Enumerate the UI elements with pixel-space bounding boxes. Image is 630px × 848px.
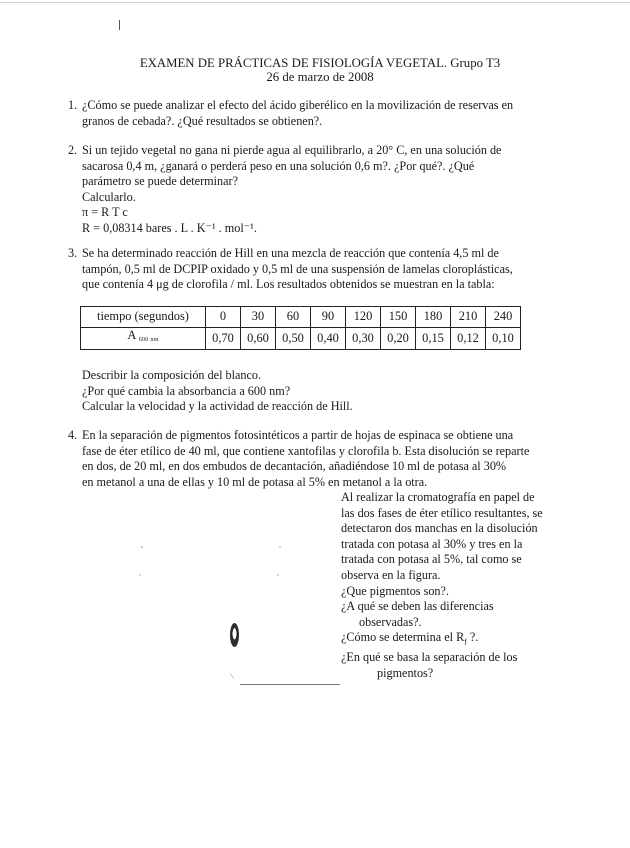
- table-row: [81, 328, 521, 350]
- chromatography-figure: [130, 545, 290, 685]
- question-number: 1.: [68, 98, 78, 112]
- question-4-side-text: [341, 490, 547, 682]
- table-cell: 0,12: [451, 328, 486, 350]
- table-cell: 0,60: [241, 328, 276, 350]
- question-number: 4.: [68, 428, 78, 442]
- faint-mark: [230, 673, 234, 679]
- table-cell: 0,70: [206, 328, 241, 350]
- question-line: pigmentos?: [377, 665, 434, 680]
- table-cell: 60: [276, 307, 311, 328]
- table-cell: 90: [311, 307, 346, 328]
- table-cell: 0,40: [311, 328, 346, 350]
- table-cell: 0,15: [416, 328, 451, 350]
- table-cell: 120: [346, 307, 381, 328]
- formula-osmotic: π = R T c: [82, 205, 128, 220]
- question-line: las dos fases de éter etílico resultantes, se: [341, 505, 543, 520]
- question-line-rf: [341, 630, 547, 650]
- table-cell: 0,10: [486, 328, 521, 350]
- question-line: Calcularlo.: [82, 189, 136, 204]
- table-cell: 0: [206, 307, 241, 328]
- table-cell: 0,20: [381, 328, 416, 350]
- absorbance-wavelength: 600 nm: [138, 337, 159, 343]
- hill-reaction-table: [80, 306, 521, 350]
- question-line: ¿Que pigmentos son?.: [341, 583, 449, 598]
- question-line: tratada con potasa al 5%, tal como se: [341, 552, 522, 567]
- formula-gas-constant: R = 0,08314 bares . L . K⁻¹ . mol⁻¹.: [82, 220, 257, 235]
- faint-dot: [139, 574, 141, 576]
- question-line: Se ha determinado reacción de Hill en una mezcla de reacción que contenía 4,5 ml de: [82, 246, 499, 260]
- question-line: observadas?.: [359, 614, 422, 629]
- question-line: que contenía 4 μg de clorofila / ml. Los resultados obtenidos se muestran en la tabla:: [82, 277, 495, 292]
- question-line: fase de éter etílico de 40 ml, que contiene xantofilas y clorofila b. Esta disolución se reparte: [82, 443, 530, 458]
- question-line: en metanol a una de ellas y 10 ml de potasa al 5% en metanol a la otra.: [82, 474, 428, 489]
- figure-marks: [130, 545, 290, 685]
- question-number: 3.: [68, 246, 78, 260]
- top-border-line: [0, 2, 630, 3]
- rf-suffix: ?.: [466, 630, 479, 645]
- question-line: ¿A qué se deben las diferencias: [341, 599, 494, 614]
- question-line: tratada con potasa al 30% y tres en la: [341, 536, 523, 551]
- question-4: [68, 428, 556, 490]
- exam-date: 26 de marzo de 2008: [266, 70, 374, 84]
- rf-subscript: f: [464, 637, 467, 647]
- question-line: ¿En qué se basa la separación de los: [341, 650, 518, 665]
- table-row: [81, 307, 521, 328]
- question-line: ¿Por qué cambia la absorbancia a 600 nm?: [82, 383, 291, 398]
- table-cell: 30: [241, 307, 276, 328]
- table-cell: 180: [416, 307, 451, 328]
- question-line: en dos, de 20 ml, en dos embudos de decantación, añadiéndose 10 ml de potasa al 30%: [82, 459, 507, 474]
- faint-dot: [279, 546, 281, 548]
- question-3: [68, 246, 556, 293]
- rf-text: ¿Cómo se determina el R: [341, 630, 465, 645]
- table-header-cell: tiempo (segundos): [81, 307, 206, 328]
- question-line: detectaron dos manchas en la disolución: [341, 521, 538, 536]
- table-cell: 210: [451, 307, 486, 328]
- question-line: sacarosa 0,4 m, ¿ganará o perderá peso en una solución 0,6 m?. ¿Por qué?. ¿Qué: [82, 158, 475, 173]
- scan-mark: [119, 20, 120, 30]
- question-line: Calcular la velocidad y la actividad de reacción de Hill.: [82, 399, 353, 414]
- table-cell: 0,50: [276, 328, 311, 350]
- question-line: ¿Cómo se puede analizar el efecto del ácido giberélico en la movilización de reservas en: [82, 98, 514, 112]
- faint-dot: [277, 574, 279, 576]
- absorbance-label: A: [127, 328, 136, 342]
- question-line: Si un tejido vegetal no gana ni pierde agua al equilibrarlo, a 20° C, en una solución de: [82, 143, 502, 157]
- pigment-spot-icon: [230, 623, 239, 647]
- question-1: [68, 98, 556, 129]
- question-2: [68, 143, 556, 237]
- table-cell: 240: [486, 307, 521, 328]
- question-line: Al realizar la cromatografía en papel de: [341, 490, 535, 504]
- table-header-cell: [81, 328, 206, 350]
- faint-dot: [141, 546, 143, 548]
- figure-baseline: [240, 684, 340, 685]
- question-line: Describir la composición del blanco.: [82, 368, 262, 382]
- question-line: parámetro se puede determinar?: [82, 174, 238, 189]
- table-cell: 150: [381, 307, 416, 328]
- question-line: tampón, 0,5 ml de DCPIP oxidado y 0,5 ml de una suspensión de lamelas cloroplásticas,: [82, 261, 513, 276]
- question-line: granos de cebada?. ¿Qué resultados se obtienen?.: [82, 113, 323, 128]
- question-line: En la separación de pigmentos fotosintéticos a partir de hojas de espinaca se obtiene una: [82, 428, 514, 442]
- question-3-followup: [68, 368, 556, 415]
- question-line: observa en la figura.: [341, 567, 441, 582]
- table-cell: 0,30: [346, 328, 381, 350]
- exam-title: EXAMEN DE PRÁCTICAS DE FISIOLOGÍA VEGETAL. Grupo T3: [139, 56, 501, 70]
- question-number: 2.: [68, 143, 78, 157]
